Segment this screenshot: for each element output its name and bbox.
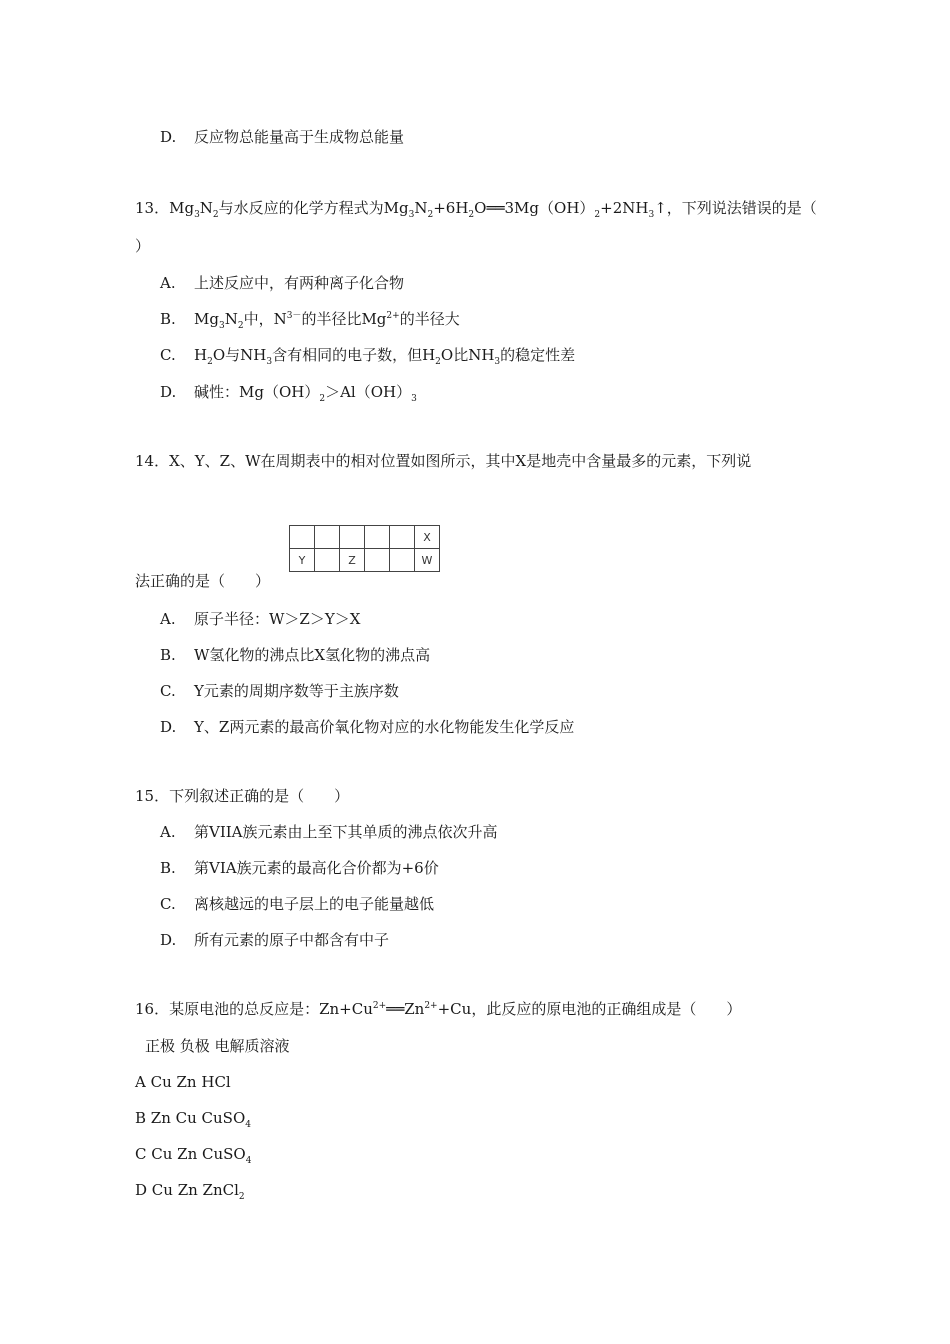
q15-option-d <box>160 930 389 950</box>
q14-option-b <box>160 645 430 665</box>
q14-option-a <box>160 609 360 629</box>
q13-stem-close: ） <box>135 237 151 255</box>
q13-option-c: C. $H_2O$与$NH_3$含有相同的电子数，但$H_2O$比$NH_3$的稳定性差 <box>160 346 576 367</box>
q16-choice-row: A Cu Zn HCl <box>135 1073 231 1091</box>
q16-choice-row: B Zn Cu CuSO$_4$ <box>135 1109 251 1130</box>
option-label: A. <box>160 823 176 841</box>
table-cell <box>315 549 340 572</box>
option-label: C. <box>160 346 176 364</box>
table-cell: W <box>415 549 440 572</box>
q13-stem: 13．$Mg_3N_2$与水反应的化学方程式为$Mg_3N_2+6H_2O══3Mg(OH)_2+2NH_3↑$，下列说法错误的是（ <box>135 199 817 220</box>
table-cell <box>365 526 390 549</box>
q13-option-a <box>160 273 404 293</box>
q15-option-b <box>160 858 439 878</box>
option-text: W氢化物的沸点比X氢化物的沸点高 <box>194 646 431 664</box>
question-number: 14． <box>135 452 170 470</box>
option-text: Y元素的周期序数等于主族序数 <box>194 682 399 700</box>
option-text: 离核越远的电子层上的电子能量越低 <box>194 895 435 913</box>
table-cell: Z <box>340 549 365 572</box>
q12-option-d <box>160 127 404 147</box>
option-label: A. <box>160 610 176 628</box>
table-cell <box>390 526 415 549</box>
q13-option-b: B. $Mg_3N_2$中，$N^{3-}$的半径比$Mg^{2+}$的半径大 <box>160 310 460 331</box>
option-label: C. <box>160 682 176 700</box>
option-text: 第VIA族元素的最高化合价都为+6价 <box>194 859 439 877</box>
option-text: Y、Z两元素的最高价氧化物对应的水化物能发生化学反应 <box>194 718 575 736</box>
option-label: C. <box>160 895 176 913</box>
q16-table-header: 正极 负极 电解质溶液 <box>145 1037 290 1055</box>
option-text: 原子半径：W＞Z＞Y＞X <box>194 610 361 628</box>
option-text: 反应物总能量高于生成物总能量 <box>194 128 405 146</box>
table-cell <box>290 526 315 549</box>
option-label: D. <box>160 718 177 736</box>
option-label: B. <box>160 859 176 877</box>
question-number: 16． <box>135 1000 170 1018</box>
q15-option-a <box>160 822 498 842</box>
question-number: 13． <box>135 199 170 217</box>
q16-choice-row: D Cu Zn ZnCl$_2$ <box>135 1181 245 1202</box>
table-cell <box>365 549 390 572</box>
q14-option-c <box>160 681 399 701</box>
q14-option-d <box>160 717 574 737</box>
option-label: A. <box>160 274 176 292</box>
table-row <box>290 549 440 572</box>
q15-option-c <box>160 894 434 914</box>
table-cell: Y <box>290 549 315 572</box>
table-cell <box>315 526 340 549</box>
table-cell <box>390 549 415 572</box>
q14-stem: 14．X、Y、Z、W在周期表中的相对位置如图所示，其中X是地壳中含量最多的元素，下列说 <box>135 452 752 470</box>
periodic-table-figure <box>289 525 440 572</box>
option-text: 上述反应中，有两种离子化合物 <box>194 274 405 292</box>
option-label: D. <box>160 931 177 949</box>
q14-stem-cont: 法正确的是（ ） <box>135 572 271 590</box>
q13-option-d: D. 碱性：$Mg(OH)_2>Al(OH)_3$ <box>160 383 417 404</box>
option-label: B. <box>160 310 176 328</box>
option-label: B. <box>160 646 176 664</box>
option-label: D. <box>160 383 177 401</box>
option-text: 第VIIA族元素由上至下其单质的沸点依次升高 <box>194 823 498 841</box>
q15-stem: 15．下列叙述正确的是（ ） <box>135 787 350 805</box>
q16-stem: 16．某原电池的总反应是：$Zn+Cu^{2+}══Zn^{2+}+Cu$，此反应的原电池的正确组成是（ ） <box>135 1000 742 1018</box>
table-cell: X <box>415 526 440 549</box>
option-text: 所有元素的原子中都含有中子 <box>194 931 390 949</box>
question-number: 15． <box>135 787 170 805</box>
q16-choice-row: C Cu Zn CuSO$_4$ <box>135 1145 252 1166</box>
table-row <box>290 526 440 549</box>
option-label: D. <box>160 128 177 146</box>
table-cell <box>340 526 365 549</box>
